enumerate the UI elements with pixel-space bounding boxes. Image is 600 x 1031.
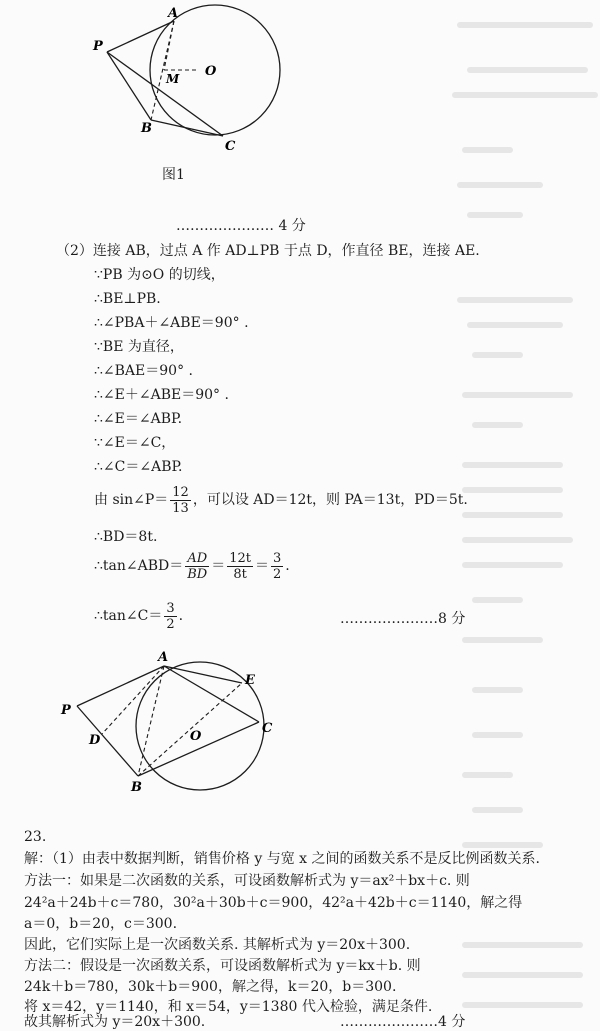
proof-step: ∵PB 为⊙O 的切线， [94,267,225,283]
proof-step: ∴BE⊥PB. [94,291,161,307]
tan-abd-line: ∴tan∠ABD＝ $\frac{AD}{BD}$ ＝ $\frac{12t}{8t}$ ＝ $\frac{3}{2}$ . [94,550,290,582]
figure-2-diagram [55,648,285,798]
score-part1: ………………… 4 分 [176,218,306,234]
tangent-pa [107,21,174,52]
proof-step: ∴∠BAE＝90° . [94,363,193,379]
q23-line: 24²a＋24b＋c＝780，30²a＋30b＋c＝900，42²a＋42b＋c＝1140，解之得 [24,895,523,911]
q23-line: 方法二：假设是一次函数关系，可设函数解析式为 y＝kx＋b. 则 [24,958,421,974]
fig1-label-b: B [141,121,152,136]
fig2-label-o: O [190,729,202,744]
fig1-label-m: M [166,72,180,86]
fig2-label-c: C [262,721,273,736]
q23-line: 方法一：如果是二次函数的关系，可设函数解析式为 y＝ax²＋bx＋c. 则 [24,873,470,889]
tangent-pa-2 [77,666,164,706]
tan-c-line: ∴tan∠C＝ $\frac{3}{2}$ . [94,600,184,632]
q23-line: 24k＋b＝780，30k＋b＝900，解之得，k＝20，b＝300. [24,979,397,995]
fraction-3-2: $\frac{3}{2}$ [273,550,282,582]
fig1-label-o: O [205,64,217,79]
fig2-label-d: D [89,733,101,748]
sin-fraction: $\frac{12}{13}$ [172,484,189,516]
proof-step: ∵∠E＝∠C， [94,435,176,451]
proof-step: ∵BE 为直径， [94,339,184,355]
proof-step: ∴∠E＝∠ABP. [94,411,183,427]
bleed-through-texture [450,0,600,1030]
sin-line: 由 sin∠P＝ $\frac{12}{13}$ ，可以设 AD＝12t，则 PA＝13t，PD＝5t. [94,484,468,516]
fig1-label-p: P [93,39,103,54]
fig1-label-a: A [168,6,179,21]
dashed-ad [102,666,164,734]
q23-line: a＝0，b＝20，c＝300. [24,916,178,932]
q23-line: 故其解析式为 y＝20x＋300. [24,1014,206,1030]
proof-step: ∴∠C＝∠ABP. [94,459,183,475]
dashed-ab-2 [138,666,164,776]
fraction-12t-8t: $\frac{12t}{8t}$ [229,550,252,582]
proof-step: ∴∠E＋∠ABE＝90° . [94,387,229,403]
part2-intro: （2）连接 AB，过点 A 作 AD⊥PB 于点 D，作直径 BE，连接 AE. [56,243,480,259]
fig2-label-e: E [245,673,255,688]
tangent-pb-2 [77,706,138,776]
figure-1-diagram [85,0,295,160]
fig2-label-b: B [131,780,142,795]
proof-step: ∴∠PBA＋∠ABE＝90° . [94,315,249,331]
fig2-label-p: P [61,703,71,718]
score-part2: …………………8 分 [340,611,466,627]
score-q23: …………………4 分 [340,1014,466,1030]
fraction-tan-c: $\frac{3}{2}$ [166,600,175,632]
fig1-label-c: C [225,139,236,154]
q23-line: 因此，它们实际上是一次函数关系. 其解析式为 y＝20x＋300. [24,937,411,953]
fig2-label-a: A [158,650,169,665]
q23-number: 23. [24,829,47,845]
q23-line: 解：（1）由表中数据判断，销售价格 y 与宽 x 之间的函数关系不是反比例函数关系. [24,851,540,867]
figure-1-caption: 图1 [162,167,185,183]
bd-line: ∴BD＝8t. [94,529,158,545]
fraction-ad-bd: $\frac{AD}{BD}$ [187,550,208,582]
q23-line: 将 x＝42，y＝1140，和 x＝54，y＝1380 代入检验，满足条件. [24,999,433,1015]
tangent-pb [107,52,151,120]
segment-ae [164,666,242,683]
